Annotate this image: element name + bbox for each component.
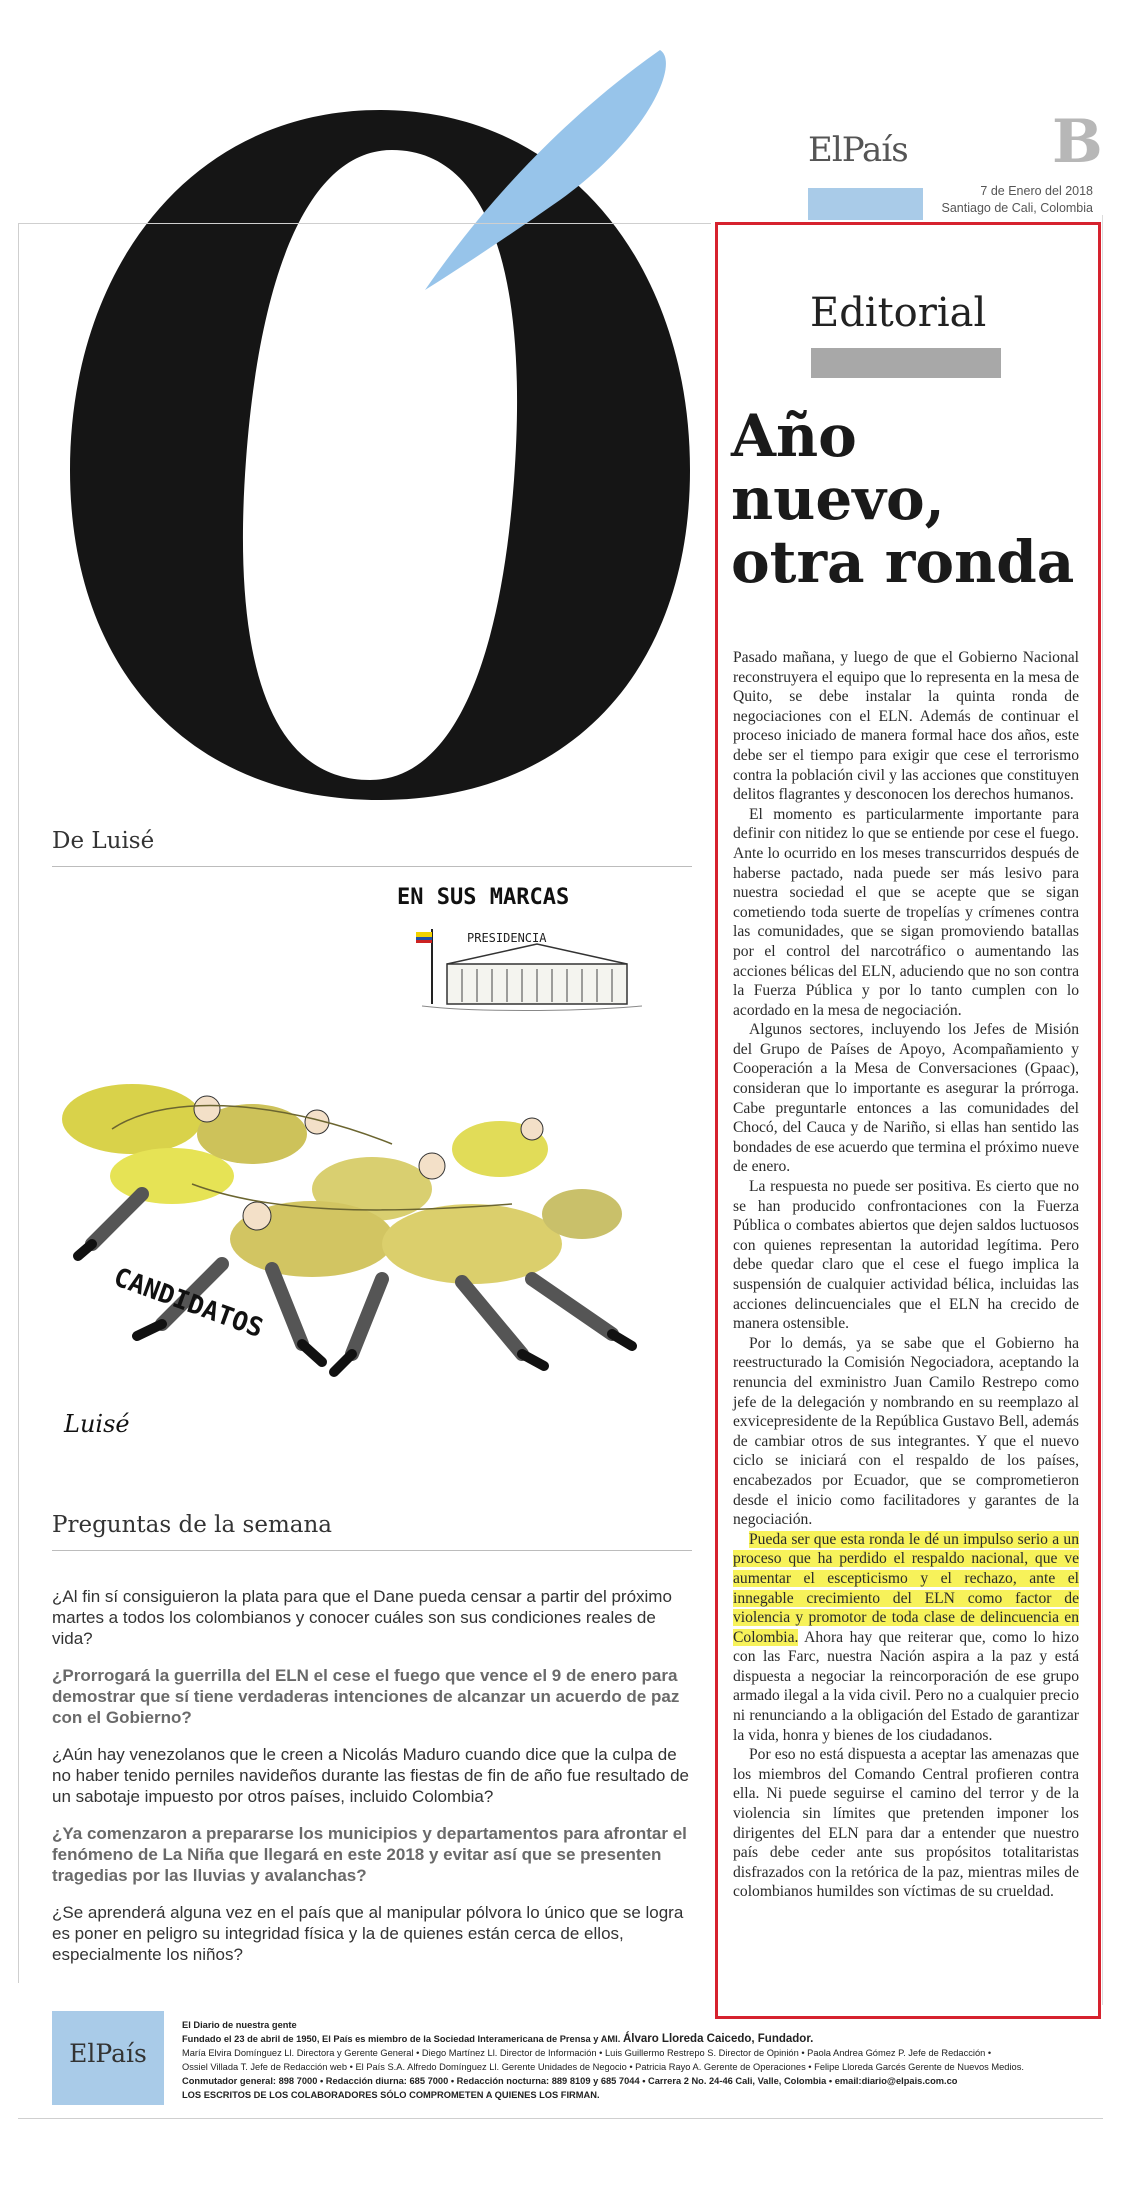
cartoonist-signature: Luisé: [64, 1410, 130, 1438]
frame-bottom: [18, 2118, 1103, 2119]
footer-founded: Fundado el 23 de abril de 1950, El País es miembro de la Sociedad Interamericana de Prensa y AMI.: [182, 2034, 621, 2044]
paragraph-text: Ahora hay que reiterar que, como lo hizo con las Farc, nuestra Nación aspira a la paz y está dispuesta a negociar la reincorporación de ese grupo armado ilegal a la vida civil. Pero no a cualquier precio ni renunciando a la obligación del Estado de garantizar la vida, honra y bienes de los ciudadanos.: [733, 1628, 1079, 1744]
editorial-label: Editorial: [810, 290, 987, 336]
editorial-paragraph: Pasado mañana, y luego de que el Gobierno Nacional reconstruyera el equipo que lo representa en la mesa de Quito, se debe instalar la quinta ronda de negociaciones con el ELN. Además de continuar el proceso iniciado de manera formal hace dos años, este debe ser el tiempo para exigir que cese el terrorismo contra la población civil y las acciones que constituyen delitos flagrantes y desconocen los derechos humanos.: [733, 649, 1079, 804]
question-item: ¿Aún hay venezolanos que le creen a Nicolás Maduro cuando dice que la culpa de no haber tenido perniles navideños durante las fiestas de fin de año fue resultado de un sabotaje impuesto por otros países, incluido Colombia?: [52, 1745, 690, 1806]
question-item: ¿Prorrogará la guerrilla del ELN el cese el fuego que vence el 9 de enero para demostrar que sí tiene verdaderas intenciones de alcanzar un acuerdo de paz con el Gobierno?: [52, 1666, 680, 1727]
editorial-paragraph: [733, 1530, 1079, 1746]
opinion-o-logo: [40, 40, 720, 800]
editorial-paragraph: Algunos sectores, incluyendo los Jefes de Misión del Grupo de Países de Apoyo, Acompañamiento y Cooperación a la Mesa de Conversaciones (Gpaac), consideran que lo importante es asegurar la prórroga. Cabe preguntarle entonces a las comunidades del Chocó, del Cauca y de Nariño, si ellas han sentido las bondades de ese acuerdo que termina el próximo nueve de enero.: [733, 1021, 1079, 1176]
questions-list: [52, 1586, 692, 1981]
frame-left: [18, 223, 19, 1983]
editorial-paragraph: Por lo demás, ya se sabe que el Gobierno ha reestructurado la Comisión Negociadora, aceptando la renuncia del exministro Juan Camilo Restrepo como jefe de la delegación y nombrando en su reemplazo al exvicepresidente de la República Gustavo Bell, además de cambiar otros de sus integrantes. Y que el nuevo ciclo se iniciará con el respaldo de los países, encabezados por Ecuador, que se comprometieron desde el inicio como facilitadores y garantes de la negociación.: [733, 1334, 1079, 1529]
cartoon-section-header: [52, 828, 692, 867]
section-letter: B: [1052, 107, 1103, 177]
title-line: otra ronda: [731, 528, 1075, 596]
date: 7 de Enero del 2018: [980, 184, 1093, 198]
editorial-cartoon: [52, 884, 692, 1456]
editorial-label-bar: [811, 348, 1001, 378]
footer-contact-line: Conmutador general: 898 7000 • Redacción diurna: 685 7000 • Redacción nocturna: 889 8109 y 685 7044 • Carrera 2 No. 24-46 Cali, Valle, Colombia • email:diario@elpais.com.co: [182, 2076, 958, 2086]
questions-header: [52, 1512, 692, 1551]
footer-founder: Álvaro Lloreda Caicedo, Fundador.: [622, 2033, 814, 2045]
cartoon-section-label: De Luisé: [52, 828, 155, 854]
editorial-paragraph: El momento es particularmente importante para definir con nitidez lo que se entiende por cese el fuego. Ante lo ocurrido en los meses transcurridos después de haberse pactado, nada puede ser más lesivo para nuestra sociedad el que se acepte que se sigan cometiendo toda suerte de tropelías y crímenes contra las comunidades, que se sigan promoviendo batallas por el control del narcotráfico o aumentando las acciones bélicas del ELN, aduciendo que no son contra la Fuerza Pública y por lo tanto cumplen con lo acordado en la mesa de negociación.: [733, 805, 1079, 1019]
title-line: Año: [731, 402, 857, 470]
questions-heading: Preguntas de la semana: [52, 1512, 332, 1538]
building-sign: PRESIDENCIA: [467, 931, 547, 945]
cartoon-caption: EN SUS MARCAS: [397, 885, 570, 910]
editorial-paragraph: Por eso no está dispuesta a aceptar las amenazas que los miembros del Comando Central profieren contra ella. Ni puede seguirse el camino del terror y de la violencia sin límites que pretenden imponer los dirigentes del ELN para dar a entender que nuestro país debe ceder ante sus propósitos totalitaristas disfrazados con la retórica de la paz, mientras miles de colombianos humildes son víctimas de su crueldad.: [733, 1746, 1079, 1901]
runners-group: [62, 1084, 632, 1372]
footer-motto: El Diario de nuestra gente: [182, 2020, 297, 2030]
divider: [52, 1550, 692, 1551]
footer-logo: ElPaís: [69, 2039, 147, 2068]
brand-logo: [808, 130, 908, 170]
highlighted-passage: Pueda ser que esta ronda le dé un impulso serio a un proceso que ha perdido el respaldo nacional, que ve aumentar el escepticismo y el rechazo, ante el innegable crecimiento del ELN como factor de violencia y promotor de toda clase de delincuencia en Colombia.: [733, 1530, 1079, 1646]
footer-credits: [182, 2018, 1082, 2102]
editorial-paragraph: La respuesta no puede ser positiva. Es cierto que no se han producido confrontaciones con la Fuerza Pública o combates abiertos que dejen saldos luctuosos con quienes representan la autoridad legítima. Pero debe quedar claro que el cese el fuego implica la suspensión de cualquier actividad bélica, incluidas las acciones delincuenciales que el ELN ha crecido de manera ostensible.: [733, 1178, 1079, 1333]
brand-name: ElPaís: [808, 130, 908, 170]
footer-staff-line: María Elvira Domínguez Ll. Directora y Gerente General • Diego Martínez Ll. Director de Información • Luis Guillermo Restrepo S. Director de Opinión • Paola Andrea Gómez P. Jefe de Redacción •: [182, 2048, 992, 2058]
question-item: ¿Ya comenzaron a prepararse los municipios y departamentos para afrontar el fenómeno de La Niña que llegará en este 2018 y evitar así que se presenten tragedias por las lluvias y avalanchas?: [52, 1824, 687, 1885]
frame-right: [1102, 215, 1103, 2005]
ground-text: CANDIDATOS: [109, 1262, 267, 1345]
title-line: nuevo,: [731, 465, 945, 533]
dateline: [900, 183, 1093, 217]
footer-founded-line: [182, 2032, 1082, 2046]
divider: [52, 866, 692, 867]
question-item: ¿Se aprenderá alguna vez en el país que al manipular pólvora lo único que se logra es poner en peligro su integridad física y la de quienes están cerca de ellos, especialmente los niños?: [52, 1903, 684, 1964]
editorial-body: [733, 648, 1079, 1902]
location: Santiago de Cali, Colombia: [941, 201, 1093, 215]
presidency-building: [416, 929, 642, 1011]
footer-disclaimer: LOS ESCRITOS DE LOS COLABORADORES SÓLO COMPROMETEN A QUIENES LOS FIRMAN.: [182, 2090, 600, 2100]
frame-top: [18, 223, 711, 224]
footer-staff-line: Ossiel Villada T. Jefe de Redacción web • El País S.A. Alfredo Domínguez Ll. Gerente Unidades de Negocio • Patricia Rayo A. Gerente de Operaciones • Felipe Lloreda Garcés Gerente de Nuevos Medios.: [182, 2062, 1024, 2072]
question-item: ¿Al fin sí consiguieron la plata para que el Dane pueda censar a partir del próximo martes a todos los colombianos y conocer cuáles son sus condiciones reales de vida?: [52, 1587, 672, 1648]
editorial-title: [731, 402, 1091, 596]
